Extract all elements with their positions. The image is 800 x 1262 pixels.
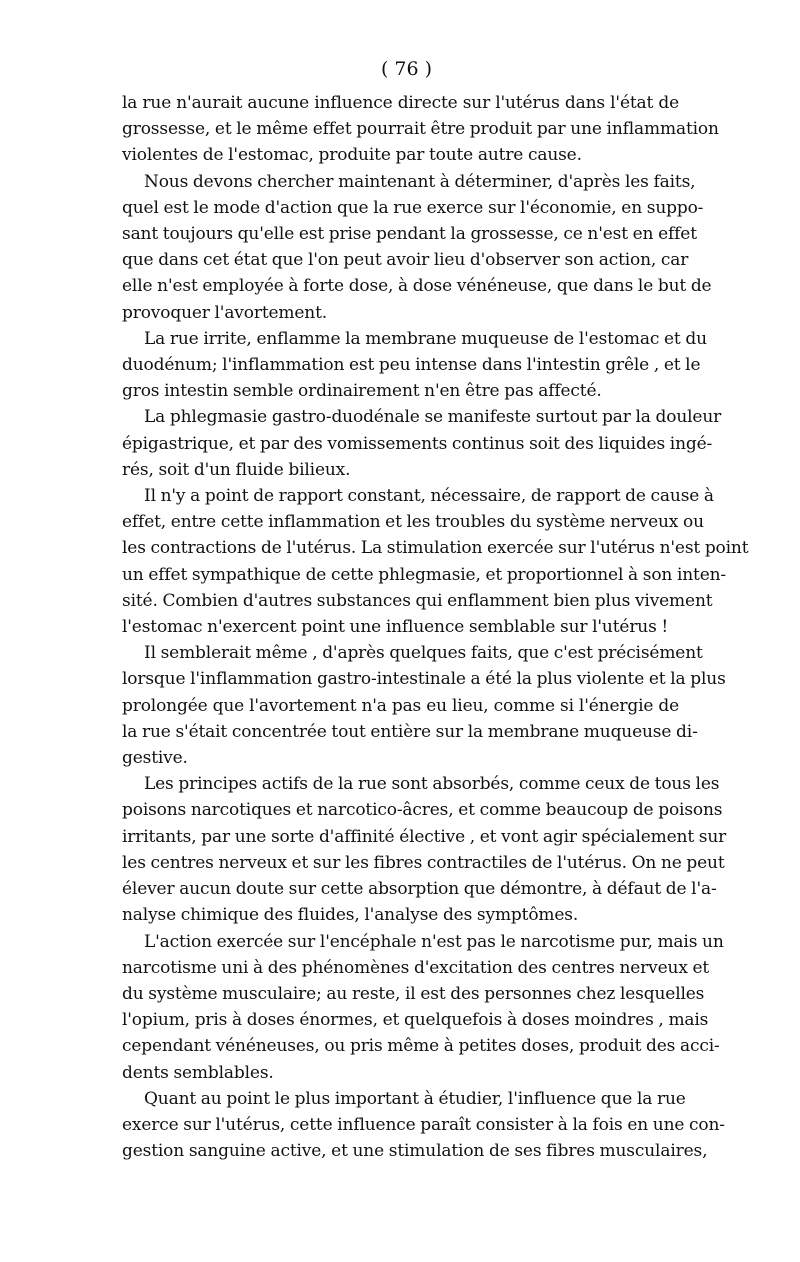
text-line: grossesse, et le même effet pourrait être produit par une inflammation (122, 119, 719, 140)
text-line: les centres nerveux et sur les fibres contractiles de l'utérus. On ne peut (122, 852, 725, 873)
text-line: Quant au point le plus important à étudier, l'influence que la rue (144, 1088, 686, 1109)
text-line: l'estomac n'exercent point une influence semblable sur l'utérus ! (122, 617, 669, 638)
text-line: du système musculaire; au reste, il est des personnes chez lesquelles (122, 983, 705, 1004)
text-line: quel est le mode d'action que la rue exerce sur l'économie, en suppo- (122, 197, 704, 218)
text-line: épigastrique, et par des vomissements continus soit des liquides ingé- (122, 433, 713, 454)
text-line: un effet sympathique de cette phlegmasie, et proportionnel à son inten- (122, 564, 727, 585)
text-line: la rue s'était concentrée tout entière sur la membrane muqueuse di- (122, 721, 698, 742)
text-line: narcotisme uni à des phénomènes d'excitation des centres nerveux et (122, 957, 710, 978)
book-page (122, 56, 749, 1164)
text-line: nalyse chimique des fluides, l'analyse des symptômes. (122, 905, 579, 926)
text-line: élever aucun doute sur cette absorption que démontre, à défaut de l'a- (122, 879, 717, 900)
text-line: L'action exercée sur l'encéphale n'est pas le narcotisme pur, mais un (144, 931, 724, 952)
text-line: Il semblerait même , d'après quelques faits, que c'est précisément (144, 643, 703, 664)
text-line: elle n'est employée à forte dose, à dose vénéneuse, que dans le but de (122, 276, 712, 297)
text-line: prolongée que l'avortement n'a pas eu lieu, comme si l'énergie de (122, 695, 679, 716)
text-line: rés, soit d'un fluide bilieux. (122, 459, 351, 480)
text-line: dents semblables. (122, 1062, 274, 1083)
paragraph (122, 90, 719, 169)
text-line: irritants, par une sorte d'affinité élective , et vont agir spécialement sur (122, 826, 727, 847)
text-line: Nous devons chercher maintenant à déterminer, d'après les faits, (144, 171, 696, 192)
text-line: gestion sanguine active, et une stimulation de ses fibres musculaires, (122, 1141, 708, 1162)
text-line: poisons narcotiques et narcotico-âcres, et comme beaucoup de poisons (122, 800, 723, 821)
text-line: effet, entre cette inflammation et les troubles du système nerveux ou (122, 512, 704, 533)
text-line: gestive. (122, 748, 188, 769)
text-line: cependant vénéneuses, ou pris même à petites doses, produit des acci- (122, 1036, 720, 1057)
text-line: l'opium, pris à doses énormes, et quelquefois à doses moindres , mais (122, 1010, 709, 1031)
text-line: lorsque l'inflammation gastro-intestinale a été la plus violente et la plus (122, 669, 726, 690)
paragraph (122, 1086, 725, 1165)
text-line: les contractions de l'utérus. La stimulation exercée sur l'utérus n'est point (122, 538, 749, 559)
text-line: La rue irrite, enflamme la membrane muqueuse de l'estomac et du (144, 328, 707, 349)
paragraph (122, 326, 707, 405)
text-line: duodénum; l'inflammation est peu intense dans l'intestin grêle , et le (122, 355, 701, 376)
text-line: gros intestin semble ordinairement n'en être pas affecté. (122, 381, 602, 402)
body-text (122, 90, 749, 1164)
text-line: que dans cet état que l'on peut avoir lieu d'observer son action, car (122, 250, 689, 271)
page-number: ( 76 ) (380, 58, 433, 80)
text-line: exerce sur l'utérus, cette influence paraît consister à la fois en une con- (122, 1114, 725, 1135)
text-line: La phlegmasie gastro-duodénale se manifeste surtout par la douleur (144, 407, 722, 428)
paragraph (122, 929, 724, 1086)
text-line: sité. Combien d'autres substances qui enflamment bien plus vivement (122, 590, 713, 611)
paragraph (122, 771, 727, 928)
text-line: la rue n'aurait aucune influence directe sur l'utérus dans l'état de (122, 93, 679, 113)
paragraph (122, 483, 749, 640)
paragraph (122, 404, 722, 483)
paragraph (122, 169, 712, 326)
text-line: Les principes actifs de la rue sont absorbés, comme ceux de tous les (144, 774, 720, 795)
text-line: provoquer l'avortement. (122, 302, 328, 323)
text-line: Il n'y a point de rapport constant, nécessaire, de rapport de cause à (144, 486, 714, 507)
paragraph (122, 640, 726, 771)
text-line: sant toujours qu'elle est prise pendant la grossesse, ce n'est en effet (122, 224, 697, 245)
text-line: violentes de l'estomac, produite par toute autre cause. (122, 145, 582, 166)
